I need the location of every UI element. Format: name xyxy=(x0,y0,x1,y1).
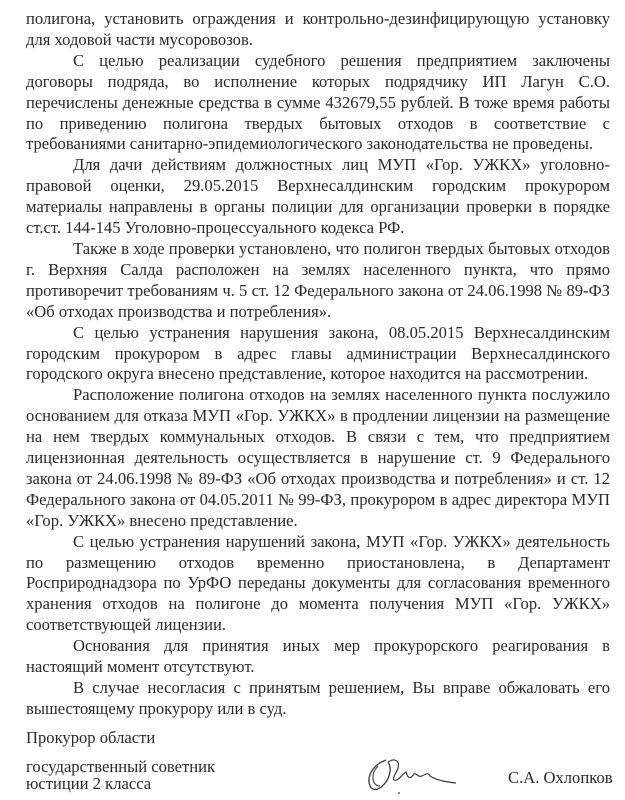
paragraph-3: Для дачи действиям должностных лиц МУП «Гор. УЖКХ» уголовно-правовой оценки, 29.05.2015 Верхнесалдинским городским прокурором материалы направлены в органы полиции для организации проверки в порядке ст.ст. 144-145 Уголовно-процессуального кодекса РФ. xyxy=(26,155,610,238)
paragraph-2: С целью реализации судебного решения предприятием заключены договоры подряда, во исполнение которых подрядчику ИП Лагун С.О. перечислены денежные средства в сумме 432679,55 рублей. В тоже время работы по приведению полигона твердых бытовых отходов в соответствие с требованиями санитарно-эпидемиологического законодательства не проведены. xyxy=(26,50,610,154)
handwritten-signature-icon xyxy=(364,752,459,797)
document-body xyxy=(26,9,610,720)
paragraph-6: Расположение полигона отходов на землях населенного пункта послужило основанием для отказа МУП «Гор. УЖКХ» в продлении лицензии на размещение на нем твердых коммунальных отходов. В связи с тем, что предприятием лицензионная деятельность осуществляется в нарушение ст. 9 Федерального закона от 24.06.1998 № 89-ФЗ «Об отходах производства и потребления» и ст. 12 Федерального закона от 04.05.2011 № 99-ФЗ, прокурором в адрес директора МУП «Гор. УЖКХ» внесено представление. xyxy=(26,385,610,530)
signatory-title: Прокурор области xyxy=(26,728,156,747)
signatory-rank-line1: государственный советник xyxy=(26,757,216,776)
paragraph-1: полигона, установить ограждения и контрольно-дезинфицирующую установку для ходовой части мусоровозов. xyxy=(26,9,610,49)
signatory-rank-line2: юстиции 2 класса xyxy=(26,774,152,793)
paragraph-8: Основания для принятия иных мер прокурорского реагирования в настоящий момент отсутствуют. xyxy=(26,636,610,677)
paragraph-4: Также в ходе проверки установлено, что полигон твердых бытовых отходов г. Верхняя Салда расположен на землях населенного пункта, что прямо противоречит требованиям ч. 5 ст. 12 Федерального закона от 24.06.1998 № 89-ФЗ «Об отходах производства и потребления». xyxy=(26,238,610,321)
paragraph-7: С целью устранения нарушений закона, МУП «Гор. УЖКХ» деятельность по размещению отходов временно приостановлена, в Департамент Росприроднадзора по УрФО переданы документы для согласования временного хранения отходов на полигоне до момента получения МУП «Гор. УЖКХ» соответствующей лицензии. xyxy=(26,531,610,635)
signatory-name: С.А. Охлопков xyxy=(508,768,613,787)
paragraph-5: С целью устранения нарушения закона, 08.05.2015 Верхнесалдинским городским прокурором в адрес главы администрации Верхнесалдинского городского округа внесено представление, которое находится на рассмотрении. xyxy=(26,322,610,384)
paragraph-9: В случае несогласия с принятым решением, Вы вправе обжаловать его вышестоящему прокурору или в суд. xyxy=(26,678,610,718)
